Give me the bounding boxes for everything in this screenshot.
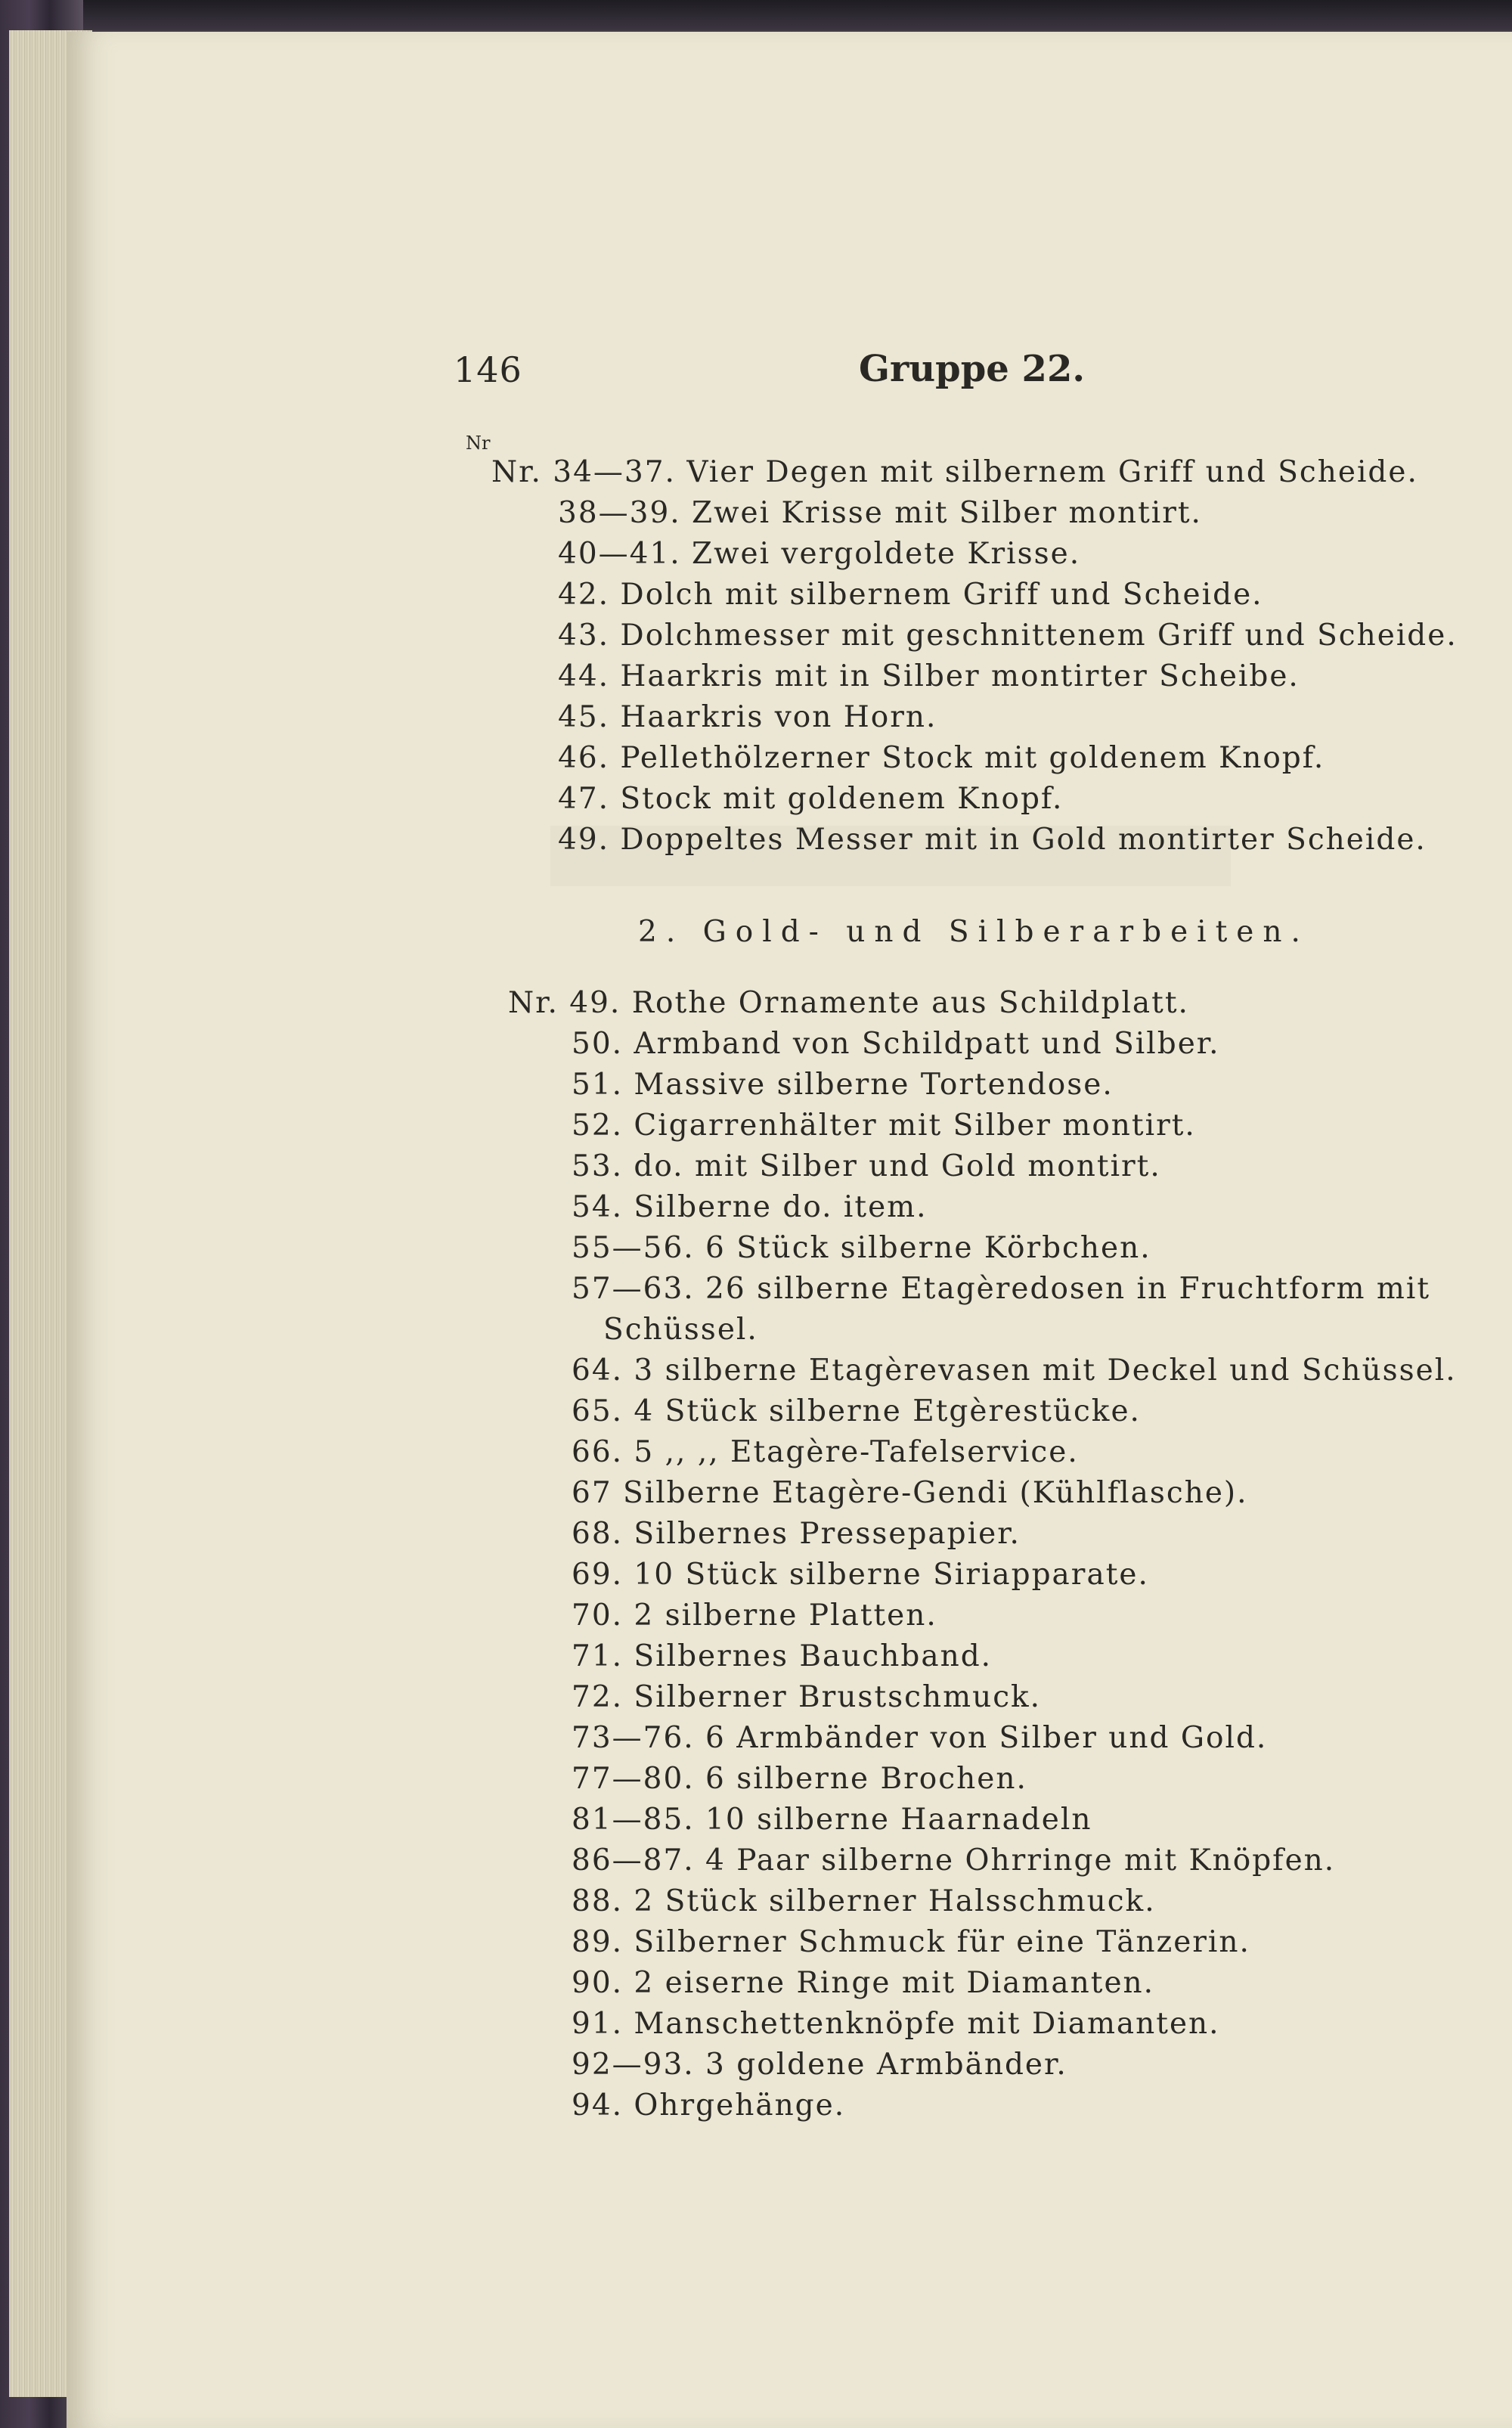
list-item: 55—56. 6 Stück silberne Körbchen.: [572, 1231, 1151, 1265]
page-title: Gruppe 22.: [859, 348, 1086, 390]
book-page: [67, 32, 1512, 2428]
list-item: 40—41. Zwei vergoldete Krisse.: [558, 537, 1081, 571]
list-item: 38—39. Zwei Krisse mit Silber montirt.: [558, 496, 1202, 530]
list-item: 44. Haarkris mit in Silber montirter Scheibe.: [558, 659, 1300, 693]
list-item: 65. 4 Stück silberne Etgèrestücke.: [572, 1394, 1141, 1428]
list-item: 69. 10 Stück silberne Siriapparate.: [572, 1558, 1149, 1592]
list-item: 68. Silbernes Pressepapier.: [572, 1517, 1021, 1551]
list-item: 53. do. mit Silber und Gold montirt.: [572, 1149, 1161, 1183]
section-heading: 2. Gold- und Silberarbeiten.: [638, 915, 1309, 949]
list-item: 67 Silberne Etagère-Gendi (Kühlflasche).: [572, 1476, 1248, 1510]
list-item: 72. Silberner Brustschmuck.: [572, 1680, 1042, 1714]
list-item: 66. 5 ,, ,, Etagère-Tafelservice.: [572, 1435, 1079, 1469]
list-item: 89. Silberner Schmuck für eine Tänzerin.: [572, 1925, 1250, 1959]
list-item: 91. Manschettenknöpfe mit Diamanten.: [572, 2007, 1220, 2041]
page-number: 146: [454, 349, 522, 390]
list-item: 73—76. 6 Armbänder von Silber und Gold.: [572, 1721, 1268, 1755]
list-item: 49. Doppeltes Messer mit in Gold montirter Scheide.: [558, 823, 1427, 857]
list-item: 46. Pellethölzerner Stock mit goldenem Knopf.: [558, 741, 1325, 775]
list-item: Schüssel.: [603, 1313, 758, 1347]
list-item: 86—87. 4 Paar silberne Ohrringe mit Knöpfen.: [572, 1843, 1336, 1878]
list-item: 47. Stock mit goldenem Knopf.: [558, 782, 1064, 816]
list-item: 88. 2 Stück silberner Halsschmuck.: [572, 1884, 1156, 1918]
list-item: 43. Dolchmesser mit geschnittenem Griff und Scheide.: [558, 619, 1458, 653]
list-item: 92—93. 3 goldene Armbänder.: [572, 2048, 1067, 2082]
list-item: 94. Ohrgehänge.: [572, 2088, 846, 2123]
list-item: 45. Haarkris von Horn.: [558, 700, 937, 734]
list-item: 54. Silberne do. item.: [572, 1190, 928, 1224]
list-item: 57—63. 26 silberne Etagèredosen in Fruchtform mit: [572, 1272, 1431, 1306]
list-item: Nr. 49. Rothe Ornamente aus Schildplatt.: [508, 986, 1189, 1020]
list-item: 50. Armband von Schildpatt und Silber.: [572, 1027, 1220, 1061]
list-item: 71. Silbernes Bauchband.: [572, 1639, 993, 1673]
list-item: 77—80. 6 silberne Brochen.: [572, 1762, 1027, 1796]
list-item: 70. 2 silberne Platten.: [572, 1599, 937, 1633]
list-item: 51. Massive silberne Tortendose.: [572, 1068, 1114, 1102]
nr-marker: Nr: [466, 433, 491, 454]
list-item: 64. 3 silberne Etagèrevasen mit Deckel und Schüssel.: [572, 1354, 1457, 1388]
list-item: 42. Dolch mit silbernem Griff und Scheide.: [558, 578, 1263, 612]
list-item: 90. 2 eiserne Ringe mit Diamanten.: [572, 1966, 1155, 2000]
list-item: 81—85. 10 silberne Haarnadeln: [572, 1803, 1092, 1837]
list-item: 52. Cigarrenhälter mit Silber montirt.: [572, 1109, 1196, 1143]
list-item: Nr. 34—37. Vier Degen mit silbernem Griff und Scheide.: [491, 455, 1418, 489]
